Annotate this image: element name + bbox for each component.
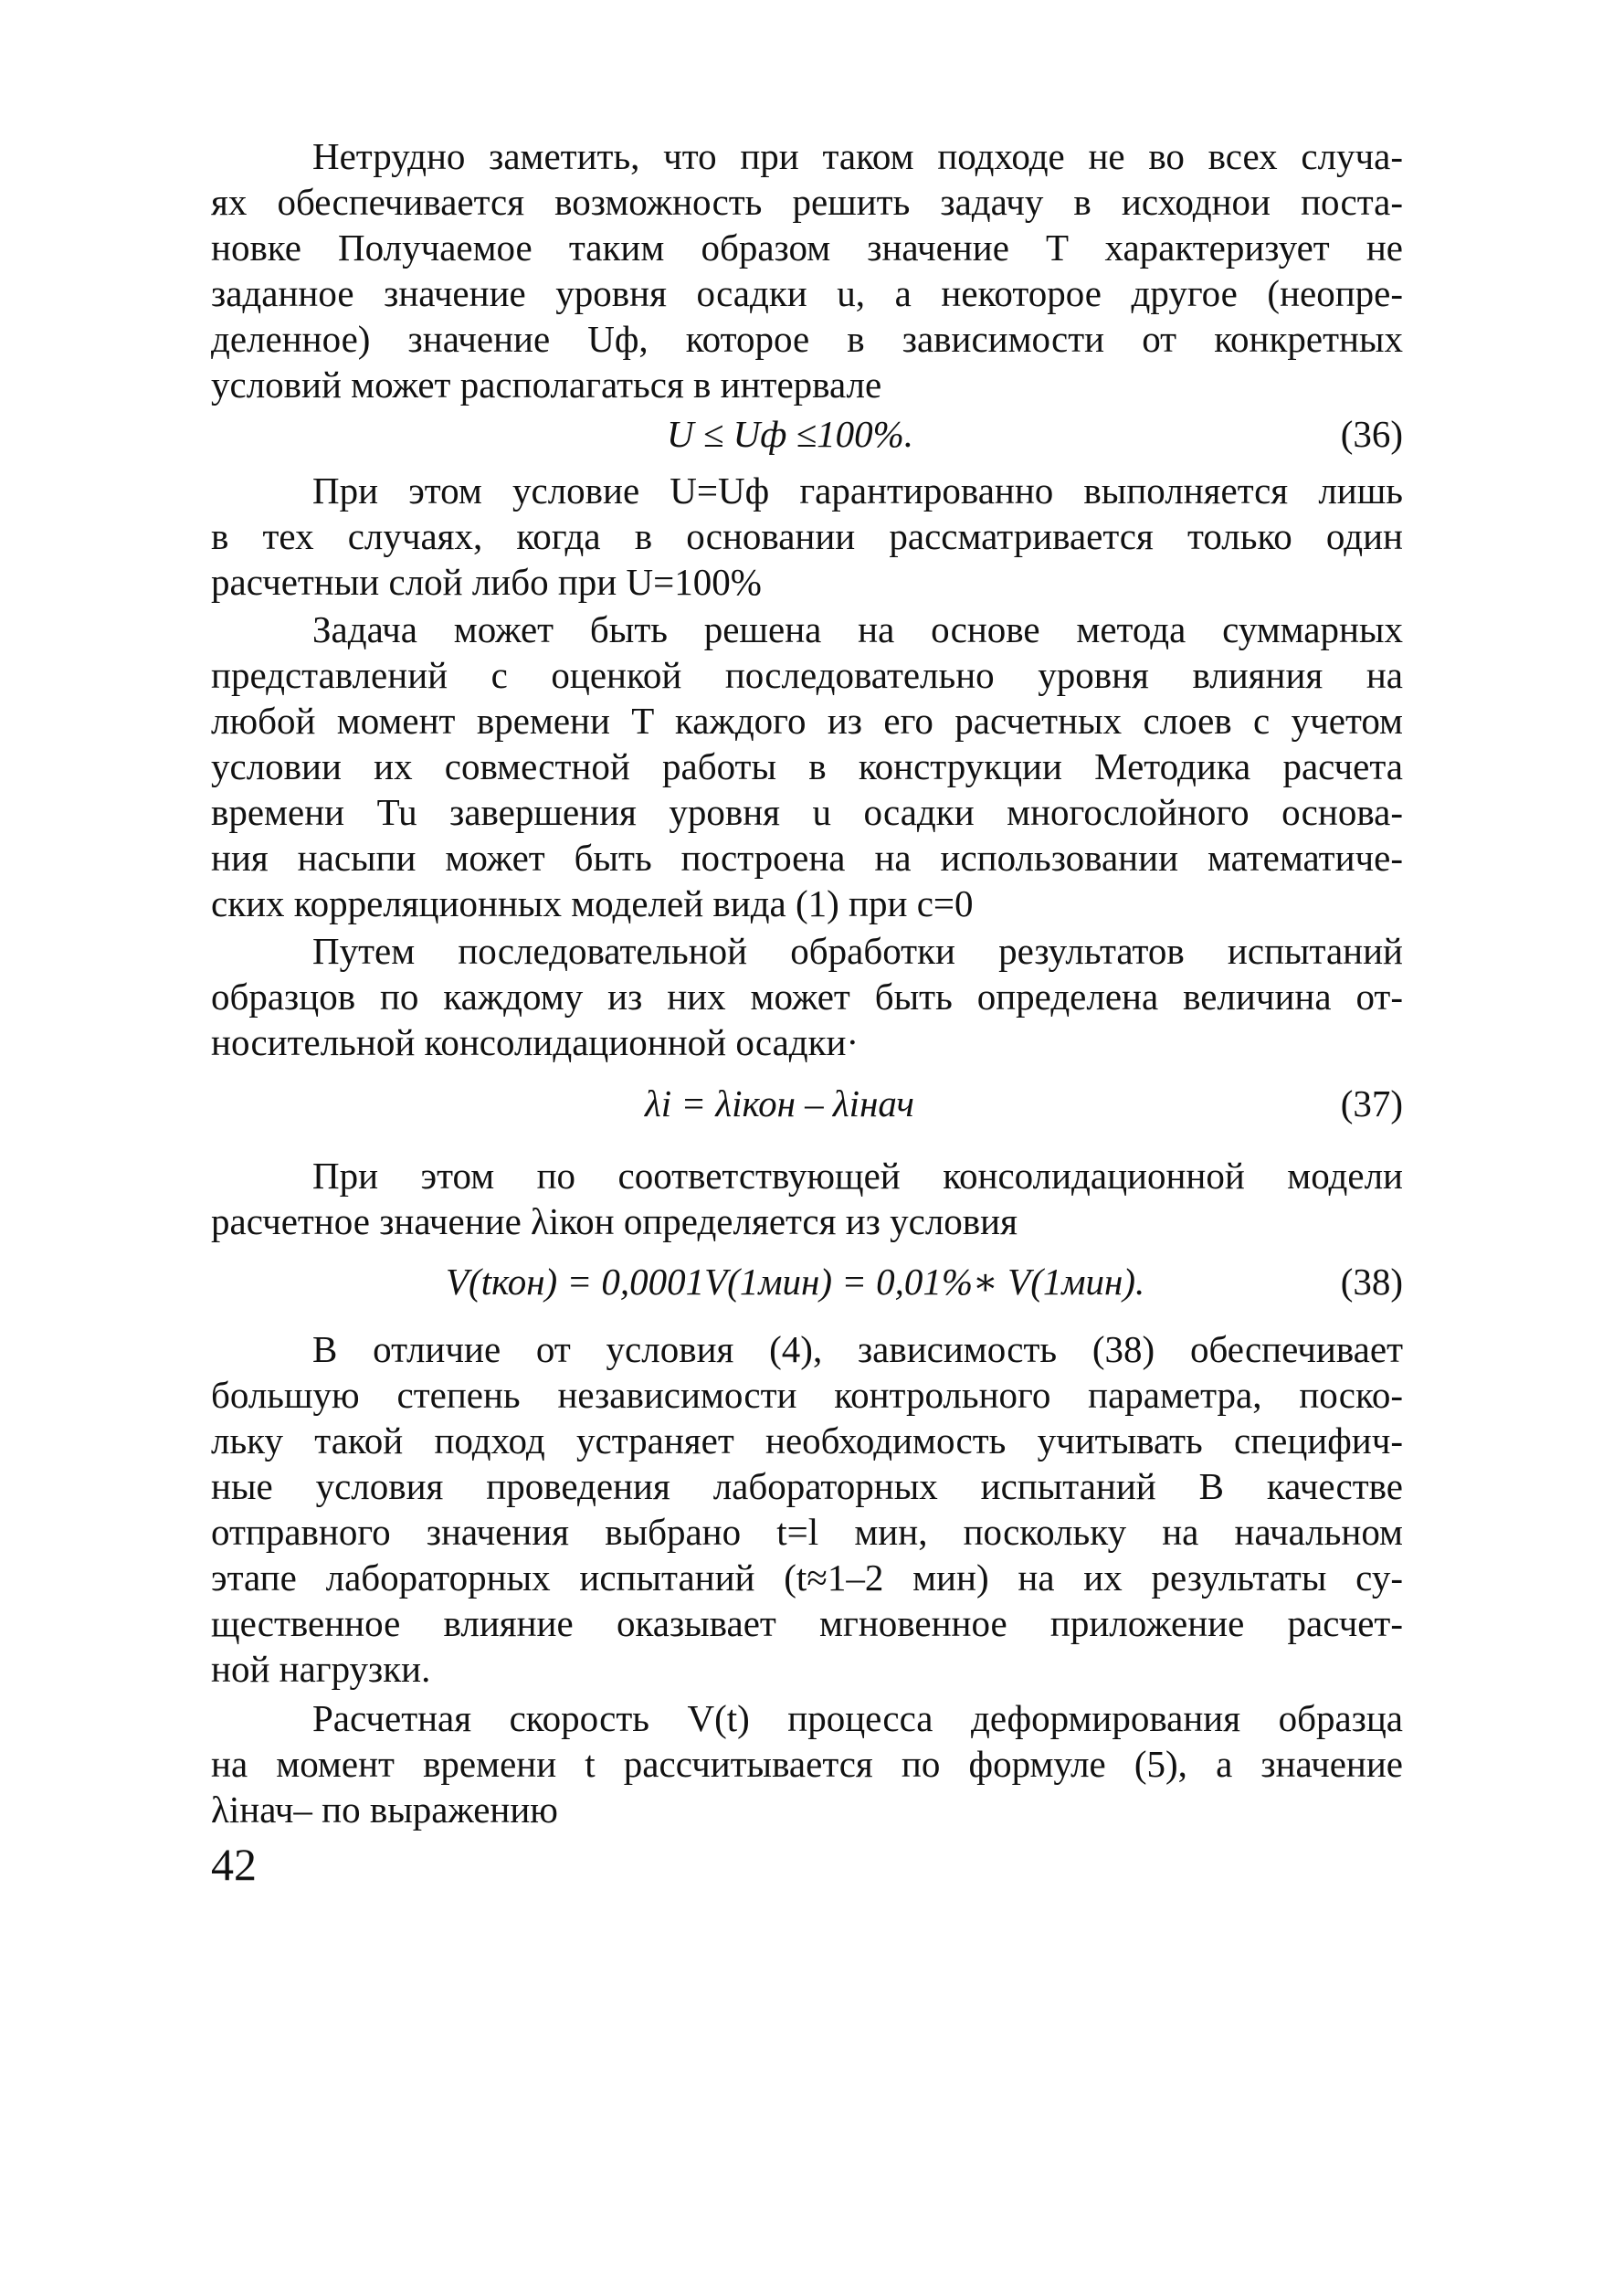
- paragraph-6-line-4: ные условия проведения лабораторных испытаний В качестве: [211, 1465, 1403, 1507]
- paragraph-6-line-2: большую степень независимости контрольного параметра, поско-: [211, 1374, 1403, 1416]
- paragraph-6-line-8: ной нагрузки.: [211, 1648, 431, 1690]
- paragraph-3-line-3: любой момент времени T каждого из его расчетных слоев с учетом: [211, 700, 1403, 742]
- paragraph-3-line-4: условии их совместной работы в конструкции Методика расчета: [211, 745, 1403, 787]
- equation-36: U ≤ Uф ≤100%.: [667, 413, 913, 455]
- paragraph-2-line-1: При этом условие U=Uф гарантированно выполняется лишь: [312, 470, 1403, 512]
- paragraph-5-line-2: расчетное значение λiкон определяется из условия: [211, 1200, 1018, 1242]
- paragraph-2-line-3: расчетныи слой либо при U=100%: [211, 561, 762, 603]
- paragraph-7-line-3: λiнач– по выражению: [211, 1789, 558, 1831]
- paragraph-3-line-1: Задача может быть решена на основе метода суммарных: [312, 608, 1403, 650]
- page-number: 42: [211, 1839, 257, 1890]
- paragraph-4-line-1: Путем последовательной обработки результатов испытаний: [312, 930, 1403, 972]
- paragraph-3-line-6: ния насыпи может быть построена на использовании математиче-: [211, 837, 1403, 879]
- paragraph-6-line-3: льку такой подход устраняет необходимость учитывать специфич-: [211, 1419, 1403, 1462]
- paragraph-4-line-2: образцов по каждому из них может быть определена величина от-: [211, 976, 1403, 1018]
- equation-37-number: (37): [1340, 1082, 1403, 1124]
- paragraph-3-line-7: ских корреляционных моделей вида (1) при c=0: [211, 882, 974, 924]
- paragraph-6-line-1: В отличие от условия (4), зависимость (38) обеспечивает: [312, 1328, 1403, 1370]
- paragraph-1-line-6: условий может располагаться в интервале: [211, 364, 882, 406]
- equation-38: V(tкон) = 0,0001V(1мин) = 0,01%∗ V(1мин).: [446, 1261, 1145, 1303]
- paragraph-1-line-2: ях обеспечивается возможность решить задачу в исходнои поста-: [211, 181, 1403, 223]
- paragraph-2-line-2: в тех случаях, когда в основании рассматривается только один: [211, 515, 1403, 557]
- paragraph-3-line-5: времени Tu завершения уровня u осадки многослойного основа-: [211, 791, 1403, 833]
- paragraph-6-line-7: щественное влияние оказывает мгновенное приложение расчет-: [211, 1602, 1403, 1644]
- paragraph-7-line-2: на момент времени t рассчитывается по формуле (5), а значение: [211, 1743, 1403, 1785]
- equation-38-number: (38): [1340, 1261, 1403, 1303]
- equation-36-number: (36): [1340, 413, 1403, 455]
- paragraph-1-line-5: деленное) значение Uф, которое в зависимости от конкретных: [211, 318, 1403, 360]
- paragraph-6-line-6: этапе лабораторных испытаний (t≈1–2 мин) на их результаты су-: [211, 1557, 1403, 1599]
- paragraph-7-line-1: Расчетная скорость V(t) процесса деформирования образца: [312, 1697, 1403, 1739]
- paragraph-1-line-4: заданное значение уровня осадки u, а некоторое другое (неопре-: [211, 272, 1403, 314]
- paragraph-3-line-2: представлений с оценкой последовательно уровня влияния на: [211, 654, 1403, 696]
- paragraph-4-line-3: носительной консолидационной осадки·: [211, 1021, 859, 1063]
- paragraph-1-line-3: новке Получаемое таким образом значение T характеризует не: [211, 227, 1403, 269]
- paragraph-5-line-1: При этом по соответствующей консолидационной модели: [312, 1155, 1403, 1197]
- equation-37: λi = λiкон – λiнач: [645, 1082, 914, 1124]
- paragraph-6-line-5: отправного значения выбрано t=l мин, поскольку на начальном: [211, 1511, 1403, 1553]
- paragraph-1-line-1: Нетрудно заметить, что при таком подходе не во всех случа-: [312, 135, 1403, 177]
